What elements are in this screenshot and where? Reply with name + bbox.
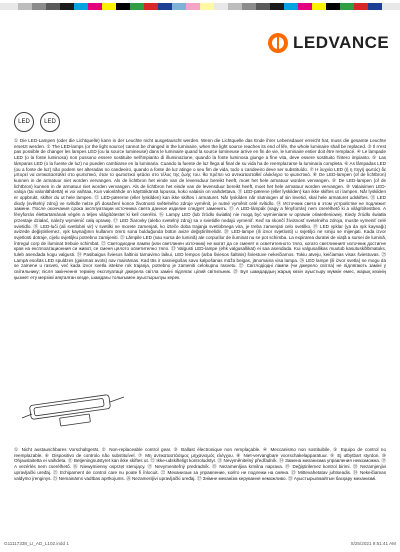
multilingual-notice-control-gear: ① Nicht austauschbares Vorschaltgerät. ② Non-replaceable control gear. ③ Ballast électronique non remplaçable. ④ Meccanismo non sostituibile. ⑤ Equipo de control no reemplazable. ⑥ Dispositivo de controlo não substituível. ⑦ Μη αντικαταστάσιμος μηχανισμός ελέγχου. ⑧ Niet-vervangbare voorschakelapparatuur. ⑨ Ej utbytbart styrdon. ⑩ Ohjauslaitetta ei vaihdeta. ⑪ Betjeningsutstyret kan ikke skiftes ut. ⑫ Ikke-udskifteligt kontroludstyr. ⑬ Nevyměnitelný předřadník. ⑭ Замена механизма управления невозможна. ⑮ A vezérlés nem cserélhető. ⑯ Niewymienny osprzęt sterujący. ⑰ Nevymeniteľný predradník. ⑱ Nezamenljiva krmilna naprava. ⑲ Değiştirilemez kontrol birimi. ⑳ Nezamjenjivi upravljački uređaj. ㉑ Echipament de control care nu poate fi înlocuit. ㉒ Механизъм за управление, който не подлежи на смяна. ㉓ Mittevahetatav juhtseadis. ㉔ Nekeičiamas valdymo įrenginys. ㉕ Nemaināms vadības aprīkojums. ㉖ Nezamenljivi upravljački uređaj. ㉗ Знімне механізм керування неможливо. ㉘ Ауыстырылмайтын басқару механизмі.: [14, 447, 386, 481]
ledvance-logo-icon: [268, 33, 288, 53]
control-gear-illustration: [20, 388, 130, 433]
led-icon-label-1: LED: [18, 119, 30, 125]
ledvance-logo: [268, 33, 389, 53]
led-non-replaceable-icon: [14, 112, 34, 132]
multilingual-notice-light-source: ① Die LED-Lampen (oder die Lichtquelle) kann in der Leuchte nicht ausgetauscht werden. Wenn die Lichtquelle das Ende ihrer Lebensdauer erreicht hat, muss die gesamte Leuchte ersetzt werden. ② The LED-lamps (or the light source) cannot be changed in the luminaire, when the light source reaches its end of life, the whole luminaire shall be replaced. ③ Il n'est pas possible de changer les lampes LED (ou la source lumineuse) dans le luminaire quand la source lumineuse arrive en fin de vie, le luminaire entier doit être remplacé. ④ Le lampade LED (o la fonte luminosa) non possono essere sostituite nell'impianto di illuminazione, quando la fonte luminosa giunge a fine vita, deve essere sostituito l'intero impianto. ⑤ Las lámparas LED (o la fuente de luz) no pueden cambiarse en la luminaria. Cuando la fuente de luz llega al final de su vida ha de reemplazarse la luminaria completa. ⑥ As lâmpadas LED (ou a fonte de luz) não podem ser alteradas no candeeiro, quando a fonte de luz atinge o seu fim de vida, todo o candeeiro deve ser substituído. ⑦ Η λυχνία LED (ή η πηγή φωτός) δε μπορεί να αντικατασταθεί στο φωτιστικό, όταν το φωτιστικό φτάσει στο τέλος της ζωής του. θα πρέπει να αντικατασταθεί ολόκληρο το φωτιστικό. ⑧ De LED-lampen (of de lichtbron) kunnen in de armatuur niet worden vervangen. Als de lichtbron het einde van de levensduur bereikt heeft, moet het hele armatuur worden vervangen. ⑨ De LED-lampen (of de lichtbron) kunnen in de armatuur niet worden vervangen. Als de lichtbron het einde van de levensduur bereikt heeft, moet het hele armatuur worden vervangen. ⑩ Valaisimen LED-valoja (tai valonlähdettä) ei voi vaihtaa. Kun valonlähde on käyttöikänsä lopussa, koko valaisin on vaihdettava. ⑪ LED-pærene (eller lyskilden) kan ikke skiftes ut i lampen. Når lyskilden er oppbrukt, skifter du ut hele lampen. ⑫ LED-pærerne (eller lyskilden) kan ikke skiftes i armaturet. Når lyskilden når slutningen af sin levetid, skal hele armaturet udskiftes. ⑬ LED diody (světelný zdroj) ve svítidle nelze při dosažení konce životnosti světelného zdroje vyměnit, je nutné vyměnit celé svítidlo. ⑭ Источник света в этом устройстве не подлежит замене. После окончания срока эксплуатации источника света данное изделие следует заменить. ⑮ A LED-lámpák (vagy a fényforrás) nem cserélhető ki a világítótestben. A fényforrás élettartamának végén a teljes világítótestet ki kell cserélni. ⑯ Lampy LED (lub źródło światła) nie mogą być wymieniane w oprawie oświetleniowej. Kiedy źródło światła przestaje działać, należy wymienić całą oprawę. ⑰ LED žiarovky (alebo svetelný zdroj) sa v svietidle nedajú vymeniť. Keď sa skončí životnosť svetelného zdroja, musíte vymeniť celé svietidlo. ⑱ LED-luči (ali svetlobni vir) v svetilki ne morete zamenjati, ko izteče doba trajanja svetlobnega vira, je treba zamenjati celo svetilko. ⑲ LED ışıklar (ya da ışık kaynağı) avizede değiştirilemez, ışık kaynağının kullanım ömrü sona bulduğunda bütün avize değiştirilmelidir. ⑳ LED-lampe (ili izvor svjetlosti) u svjetiljci ne smiju se mijenjati. Kada izvor svjetlosti dotraje, cijelu svjetiljku potrebno zamijeniti. ㉑ Lămpile LED (sau sursa de lumină) ale corpurilor de iluminat nu se pot schimba. La expirarea duratei de viață a sursei de lumină, întregul corp de iluminat trebuie schimbat. ㉒ Светодиодни лампи (или светлинен източник) не могат да се сменят в осветителното тяло, когато светлинният източник достигне края на експлоатационния си живот, се сменя цялото осветително тяло. ㉓ Valgusti LED-lampe (ehk valgusallikat) ei saa asendada. Kui valgusallikas muutub kasutuskõlbmatuks, tuleb asendada kogu valgusti. ㉔ Pasibaigus šviesos šaltinio tarnavimo laikui, LED lempos (arba šviesos šaltinis) šviestuve nekeičiamos. Tokiu atveju, keičiamas visas šviestuvas. ㉕ Lampā esošās LED spuldzes (gaismas avots) nav maināmas. Kad tās ir sasniegušas savu kalpošanas mūža beigas, jānomaina visa lampa. ㉖ LED lampe (ili izvor svetla) ne mogu da se zamene u rasveti, već kada izvor svetla istekne rok trajanja, potrebno je zameniti celokupnu rasvetu. ㉗ Світлодіодні лампи (чи джерело світла) не підлягають заміні у світильнику; після закінчення терміну експлуатації джерела світла заміні підлягає цілий світильник. ㉘ Бұл шамдардың жарық көзін ауыстыру мүмкін емес, жарық көзінің қызмет ету мерзімі аяқталған кезде, шамдағы толығымен ауыстырылуы керек.: [14, 138, 386, 280]
footer-file-name: G11117338_LI_AD_L102.indd 1: [4, 541, 69, 546]
symbol-row: [14, 112, 60, 132]
brand-name: LEDVANCE: [293, 33, 390, 52]
footer-timestamp: 5/25/2021 9:51:41 AM: [351, 541, 396, 546]
print-footer: [4, 541, 396, 546]
led-icon-label-2: LED: [44, 119, 56, 125]
print-color-bar: [0, 3, 400, 10]
led-lamp-icon: [40, 112, 60, 132]
